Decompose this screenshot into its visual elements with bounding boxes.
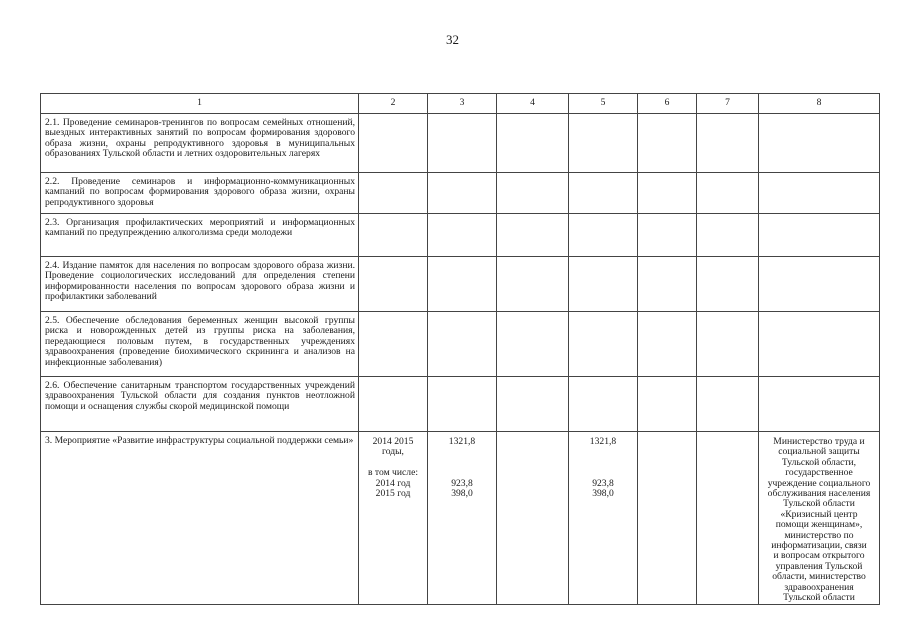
header-cell: 2 — [359, 94, 428, 114]
executor-line: Тульской области, — [781, 456, 857, 468]
period-years: 2014 2015 — [372, 436, 414, 447]
col5-total: 1321,8 — [589, 436, 617, 447]
executor-line: учреждение социального — [767, 477, 871, 489]
row-description: 2.3. Организация профилактических мероприятий и информационных кампаний по предупреждению алкоголизма среди молодежи — [41, 214, 359, 257]
year-2015-label: 2015 год — [375, 488, 411, 500]
program-table-wrapper — [40, 93, 880, 605]
table-row — [41, 377, 880, 432]
row-description: 2.1. Проведение семинаров-тренингов по вопросам семейных отношений, выездных интерактивных занятий по вопросам формирования здорового образа жизни, охраны репродуктивного здоровья в муниципальных образованиях Тульской области и летних оздоровительных лагерях — [41, 114, 359, 173]
executor-line: государственное — [785, 467, 853, 479]
row-description: 2.2. Проведение семинаров и информационно-коммуникационных кампаний по вопросам формирования здорового образа жизни, охраны репродуктивного здоровья — [41, 173, 359, 214]
header-cell: 5 — [569, 94, 638, 114]
table-row — [41, 114, 880, 173]
executor-line: министерство по — [784, 529, 854, 541]
col3-total: 1321,8 — [448, 436, 476, 447]
header-cell: 6 — [638, 94, 697, 114]
header-cell: 1 — [41, 94, 359, 114]
table-row — [41, 214, 880, 257]
table-row — [41, 257, 880, 312]
header-cell: 8 — [759, 94, 880, 114]
executor-line: «Кризисный центр — [780, 508, 858, 520]
program-table — [40, 93, 880, 605]
executor-line: Тульской области — [783, 498, 855, 510]
col5-values — [569, 432, 638, 605]
header-cell: 7 — [697, 94, 759, 114]
row-description: 2.4. Издание памяток для населения по вопросам здорового образа жизни. Проведение социологических исследований для определения степени информированности населения по вопросам здорового образа жизни и профилактики заболеваний — [41, 257, 359, 312]
including-label: в том числе: — [367, 467, 418, 479]
period-years-suffix: годы, — [382, 446, 404, 458]
row-description: 2.6. Обеспечение санитарным транспортом государственных учреждений здравоохранения Тульской области для создания пунктов неотложной помощи и оснащения службы скорой медицинской помощи — [41, 377, 359, 432]
col5-2014: 923,8 — [592, 477, 614, 489]
executor-line: обслуживания населения — [767, 488, 871, 500]
header-row — [41, 94, 880, 114]
row-description: 2.5. Обеспечение обследования беременных женщин высокой группы риска и новорожденных детей из группы риска на заболевания, передающиеся половым путем, в государственных учреждениях здравоохранения (проведение биохимического скрининга и анализов на инфекционные заболевания) — [41, 312, 359, 377]
col3-2015: 398,0 — [451, 487, 473, 499]
event-3-description: 3. Мероприятие «Развитие инфраструктуры социальной поддержки семьи» — [41, 432, 359, 605]
table-row — [41, 173, 880, 214]
col5-2015: 398,0 — [592, 487, 614, 499]
page-number: 32 — [446, 32, 459, 47]
col3-2014: 923,8 — [451, 477, 473, 489]
executor-line: управления Тульской — [775, 560, 863, 572]
executors-cell — [759, 432, 880, 605]
table-row-event-3 — [41, 432, 880, 605]
table-row — [41, 312, 880, 377]
header-cell: 3 — [428, 94, 497, 114]
period-cell — [359, 432, 428, 605]
executor-line: социальной защиты — [778, 446, 860, 458]
executor-line: помощи женщинам», — [775, 519, 863, 531]
executor-line: и вопросам открытого — [773, 550, 865, 562]
col3-values — [428, 432, 497, 605]
header-cell: 4 — [497, 94, 569, 114]
executor-line: области, министерство — [772, 571, 866, 583]
executor-line: Министерство труда и — [773, 436, 865, 447]
executor-line: здравоохранения — [784, 581, 854, 593]
executor-line: информатизации, связи — [771, 540, 867, 552]
year-2014-label: 2014 год — [375, 477, 411, 489]
executor-line: Тульской области — [783, 592, 855, 604]
